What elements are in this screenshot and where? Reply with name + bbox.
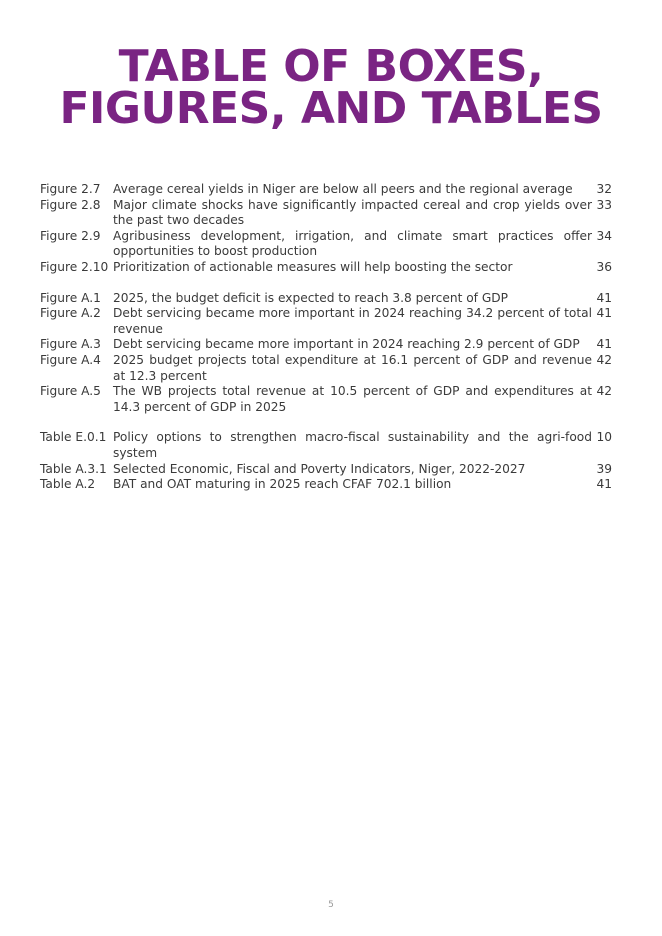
toc-entry-page: 41 (596, 477, 612, 492)
toc-list (40, 182, 612, 508)
toc-entry-page: 39 (596, 461, 612, 476)
toc-entry-page: 10 (596, 430, 612, 445)
toc-entry-caption: Debt servicing became more important in 2024 reaching 2.9 percent of GDP (113, 337, 580, 352)
toc-entry-page: 36 (596, 259, 612, 274)
toc-entry-label: Table E.0.1 (40, 430, 107, 445)
toc-entry-label: Figure A.1 (40, 290, 101, 305)
toc-entry-label: Figure 2.9 (40, 228, 101, 243)
toc-entry[interactable] (40, 260, 612, 276)
page-title (0, 41, 662, 134)
toc-entry[interactable] (40, 229, 612, 260)
toc-entry-caption: 2025 budget projects total expenditure at 16.1 percent of GDP and revenue at 12.3 percent (113, 352, 592, 383)
toc-entry-caption: 2025, the budget deficit is expected to reach 3.8 percent of GDP (113, 290, 509, 305)
toc-entry[interactable] (40, 462, 612, 478)
toc-entry-label: Table A.3.1 (40, 461, 107, 476)
toc-entry-caption: Selected Economic, Fiscal and Poverty Indicators, Niger, 2022-2027 (113, 461, 526, 476)
toc-entry-caption: BAT and OAT maturing in 2025 reach CFAF 702.1 billion (113, 477, 452, 492)
toc-entry-page: 32 (596, 182, 612, 196)
toc-entry[interactable] (40, 430, 612, 461)
toc-entry-page: 42 (596, 352, 612, 367)
toc-entry[interactable] (40, 353, 612, 384)
toc-entry-caption: Debt servicing became more important in 2024 reaching 34.2 percent of total revenue (113, 306, 592, 336)
toc-entry[interactable] (40, 182, 612, 198)
toc-entry[interactable] (40, 291, 612, 307)
toc-entry-page: 41 (596, 306, 612, 321)
toc-entry-page: 41 (596, 290, 612, 305)
toc-entry[interactable] (40, 337, 612, 353)
page-title-line-1: TABLE OF BOXES, (118, 41, 544, 92)
page-number: 5 (328, 900, 334, 910)
toc-entry-caption: Average cereal yields in Niger are below all peers and the regional average (113, 182, 573, 196)
toc-entry-caption: Policy options to strengthen macro-fiscal sustainability and the agri-food system (113, 430, 592, 460)
toc-entry[interactable] (40, 198, 612, 229)
toc-entry-label: Figure 2.8 (40, 197, 101, 212)
toc-entry-caption: Major climate shocks have significantly impacted cereal and crop yields over the past two decades (113, 197, 592, 228)
toc-entry-label: Figure A.3 (40, 337, 101, 352)
toc-entry-caption: The WB projects total revenue at 10.5 percent of GDP and expenditures at 14.3 percent of GDP in 2025 (113, 384, 592, 414)
toc-group-figures-annex (40, 291, 612, 416)
page-title-line-2: FIGURES, AND TABLES (59, 83, 603, 134)
toc-entry-page: 42 (596, 384, 612, 399)
toc-entry-caption: Agribusiness development, irrigation, and climate smart practices offer opportunities to boost production (113, 228, 592, 259)
toc-group-tables (40, 430, 612, 492)
toc-entry-page: 34 (596, 228, 612, 243)
toc-entry-page: 41 (596, 337, 612, 352)
toc-group-figures-2 (40, 182, 612, 276)
toc-entry-label: Figure A.2 (40, 306, 101, 321)
toc-entry-label: Figure 2.10 (40, 259, 109, 274)
toc-entry-caption: Prioritization of actionable measures will help boosting the sector (113, 259, 513, 274)
toc-entry-label: Figure 2.7 (40, 182, 101, 196)
toc-entry-label: Table A.2 (40, 477, 96, 492)
toc-entry-page: 33 (596, 197, 612, 212)
toc-entry[interactable] (40, 384, 612, 415)
toc-entry-label: Figure A.5 (40, 384, 101, 399)
toc-entry-label: Figure A.4 (40, 352, 101, 367)
toc-entry[interactable] (40, 306, 612, 337)
toc-entry[interactable] (40, 477, 612, 493)
